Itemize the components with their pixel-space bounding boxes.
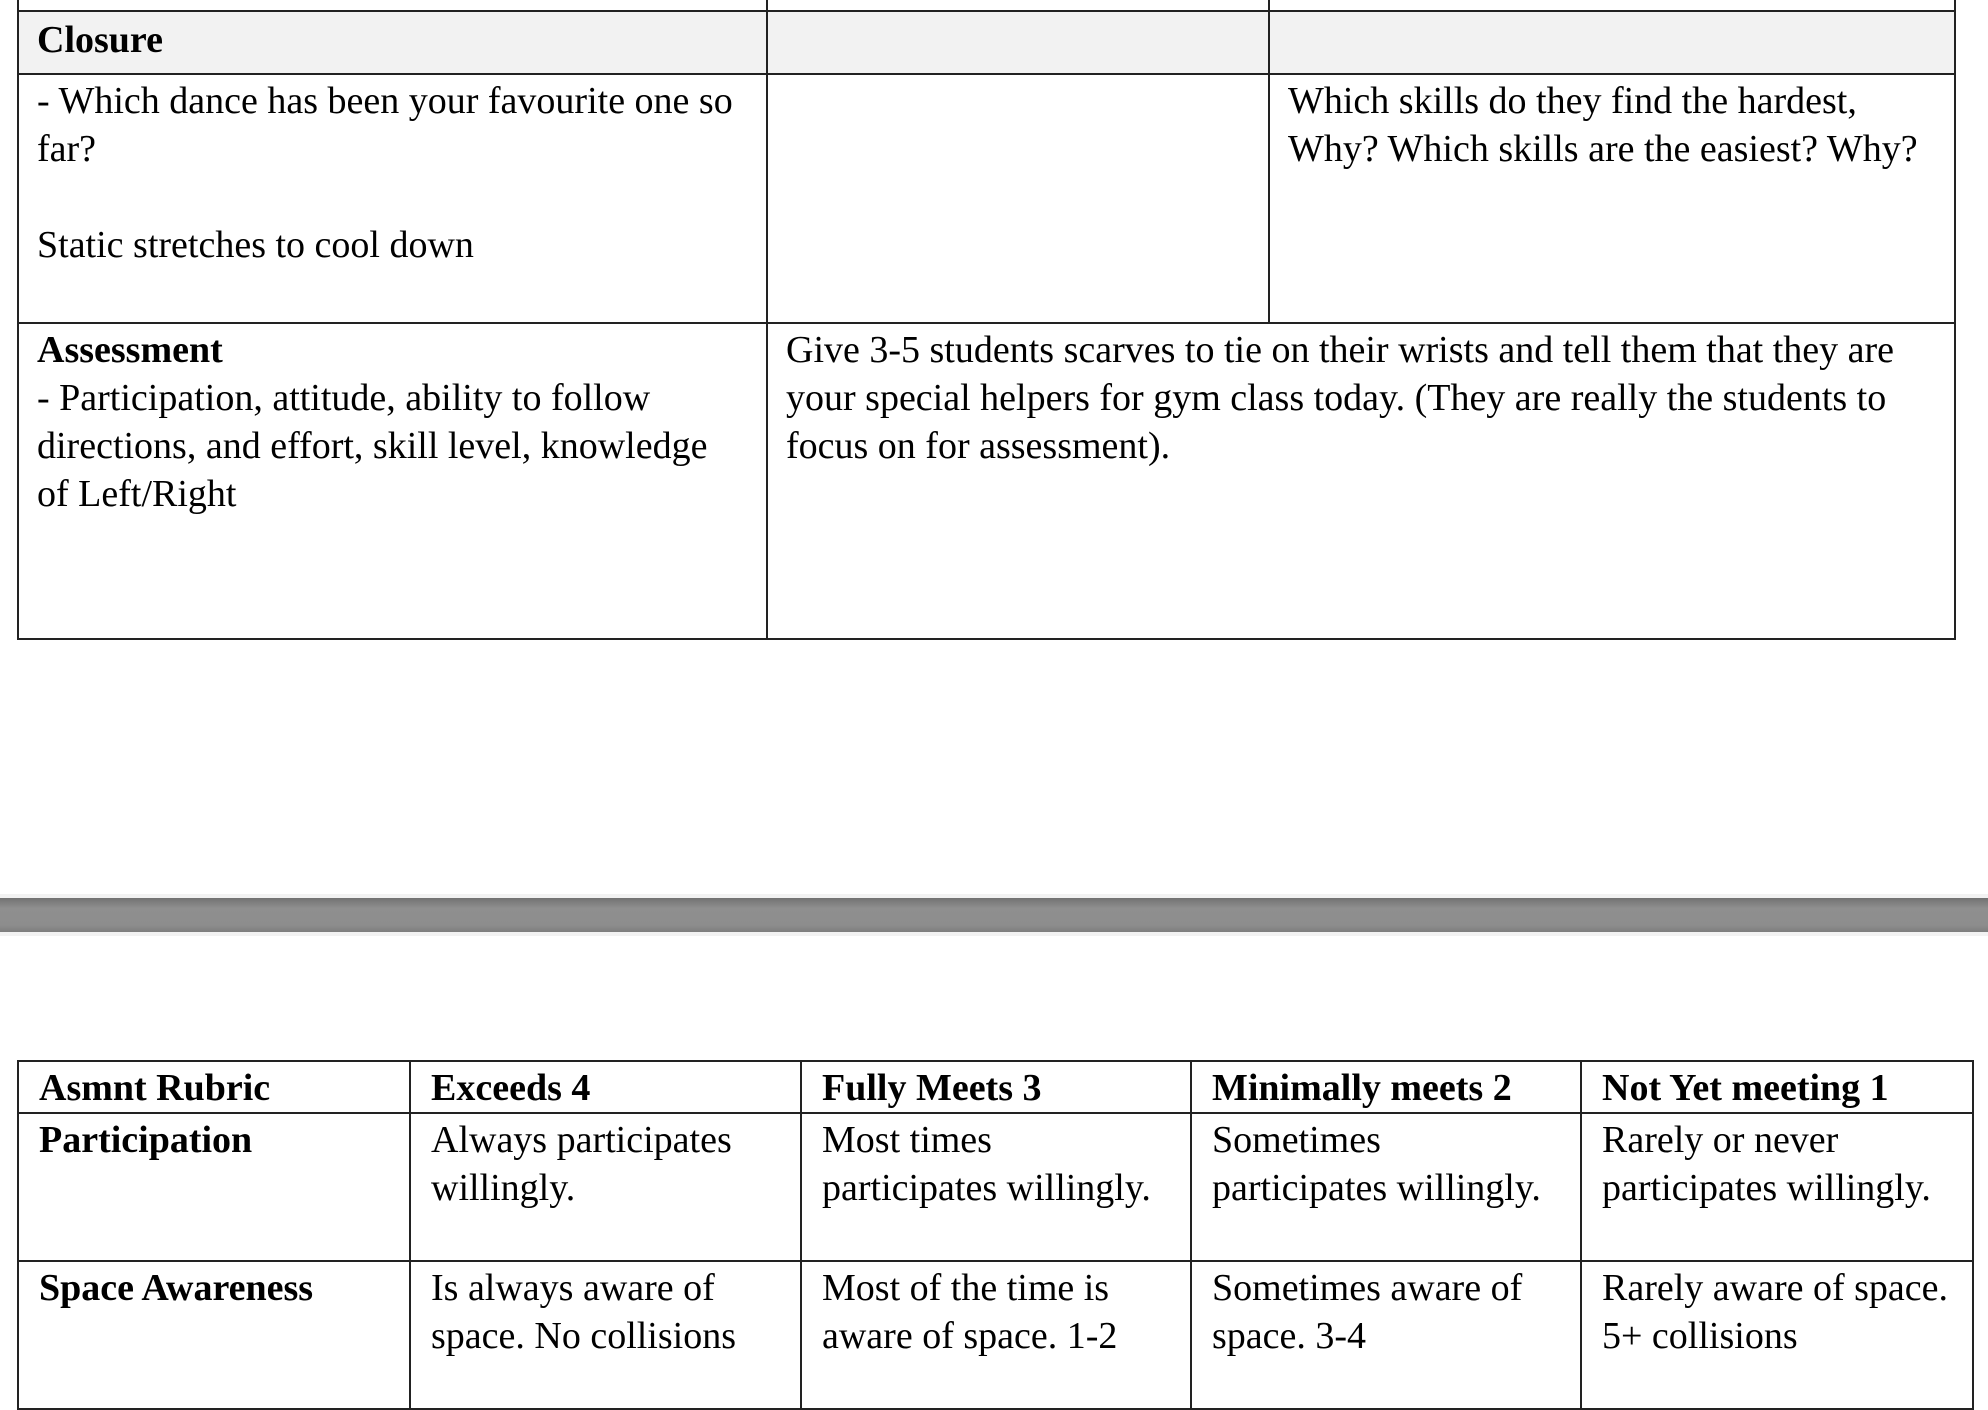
closure-heading: Closure — [18, 11, 767, 74]
closure-activities — [18, 74, 767, 323]
rubric-header-minimally-meets: Minimally meets 2 — [1191, 1061, 1581, 1113]
page-separator — [0, 894, 1988, 936]
previous-row-stub — [18, 0, 1955, 11]
rubric-criterion: Space Awareness — [18, 1261, 410, 1409]
closure-content-row — [18, 74, 1955, 323]
closure-question: - Which dance has been your favourite one so far? — [37, 80, 733, 170]
assessment-criteria: - Participation, attitude, ability to follow directions, and effort, skill level, knowledge of Left/Right — [37, 377, 708, 515]
page-break-bar — [0, 898, 1988, 932]
rubric-row-participation — [18, 1113, 1973, 1261]
lesson-plan-table — [17, 0, 1956, 640]
rubric-cell: Rarely or never participates willingly. — [1581, 1113, 1973, 1261]
rubric-row-space-awareness — [18, 1261, 1973, 1409]
closure-cooldown: Static stretches to cool down — [37, 224, 474, 266]
rubric-criterion: Participation — [18, 1113, 410, 1261]
assessment-criteria-cell — [18, 323, 767, 639]
rubric-cell: Sometimes participates willingly. — [1191, 1113, 1581, 1261]
closure-middle-cell — [767, 74, 1269, 323]
closure-header-row — [18, 11, 1955, 74]
rubric-cell: Rarely aware of space. 5+ collisions — [1581, 1261, 1973, 1409]
assessment-rubric-table — [17, 1060, 1974, 1410]
rubric-header-criterion: Asmnt Rubric — [18, 1061, 410, 1113]
assessment-heading: Assessment — [37, 329, 223, 371]
rubric-cell: Most of the time is aware of space. 1-2 — [801, 1261, 1191, 1409]
assessment-row — [18, 323, 1955, 639]
rubric-header-row — [18, 1061, 1973, 1113]
rubric-cell: Sometimes aware of space. 3-4 — [1191, 1261, 1581, 1409]
rubric-header-fully-meets: Fully Meets 3 — [801, 1061, 1191, 1113]
closure-notes: Which skills do they find the hardest, Why? Which skills are the easiest? Why? — [1269, 74, 1955, 323]
rubric-header-not-yet: Not Yet meeting 1 — [1581, 1061, 1973, 1113]
rubric-header-exceeds: Exceeds 4 — [410, 1061, 801, 1113]
rubric-cell: Most times participates willingly. — [801, 1113, 1191, 1261]
rubric-cell: Always participates willingly. — [410, 1113, 801, 1261]
assessment-instructions: Give 3-5 students scarves to tie on their wrists and tell them that they are your special helpers for gym class today. (They are really the students to focus on for assessment). — [767, 323, 1955, 639]
rubric-cell: Is always aware of space. No collisions — [410, 1261, 801, 1409]
